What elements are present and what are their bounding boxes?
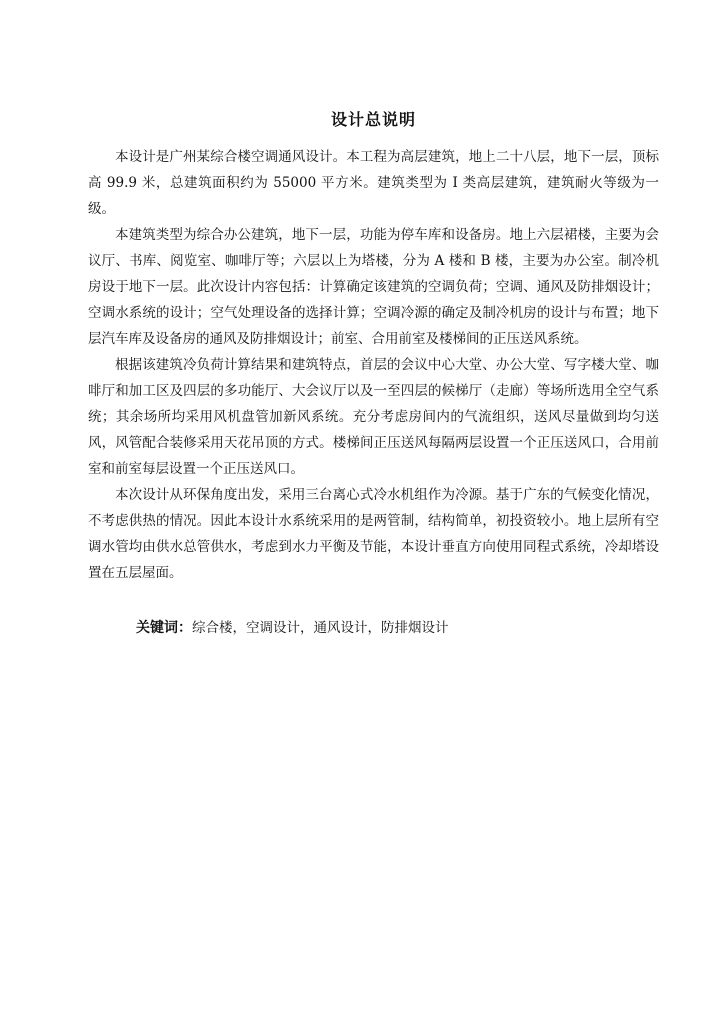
keywords-label: 关键词： <box>136 620 192 636</box>
paragraph-cooling-source: 本次设计从环保角度出发，采用三台离心式冷水机组作为冷源。基于广东的气候变化情况，不考虑供热的情况。因此本设计水系统采用的是两管制，结构简单，初投资较小。地上层所有空调水管均由供水总管供水，考虑到水力平衡及节能，本设计垂直方向使用同程式系统，冷却塔设置在五层屋面。 <box>88 487 659 581</box>
keywords-line <box>88 615 659 641</box>
document-page <box>88 108 659 641</box>
document-title: 设计总说明 <box>330 110 416 129</box>
keywords-text: 综合楼，空调设计，通风设计，防排烟设计 <box>192 620 449 636</box>
paragraph-air-systems: 根据该建筑冷负荷计算结果和建筑特点，首层的会议中心大堂、办公大堂、写字楼大堂、咖啡厅和加工区及四层的多功能厅、大会议厅以及一至四层的候梯厅（走廊）等场所选用全空气系统；其余场所均采用风机盘管加新风系统。充分考虑房间内的气流组织，送风尽量做到均匀送风，风管配合装修采用天花吊顶的方式。楼梯间正压送风每隔两层设置一个正压送风口，合用前室和前室每层设置一个正压送风口。 <box>88 357 659 477</box>
paragraph-project-overview: 本设计是广州某综合楼空调通风设计。本工程为高层建筑，地上二十八层，地下一层，顶标高 99.9 米，总建筑面积约为 55000 平方米。建筑类型为 I 类高层建筑，建筑耐火等级为一级。 <box>88 149 659 217</box>
paragraph-building-scope: 本建筑类型为综合办公建筑，地下一层，功能为停车库和设备房。地上六层裙楼，主要为会议厅、书库、阅览室、咖啡厅等；六层以上为塔楼，分为 A 楼和 B 楼，主要为办公室。制冷机房设于地下一层。此次设计内容包括：计算确定该建筑的空调负荷；空调、通风及防排烟设计；空调水系统的设计；空气处理设备的选择计算；空调冷源的确定及制冷机房的设计与布置；地下层汽车库及设备房的通风及防排烟设计；前室、合用前室及楼梯间的正压送风系统。 <box>88 227 659 347</box>
